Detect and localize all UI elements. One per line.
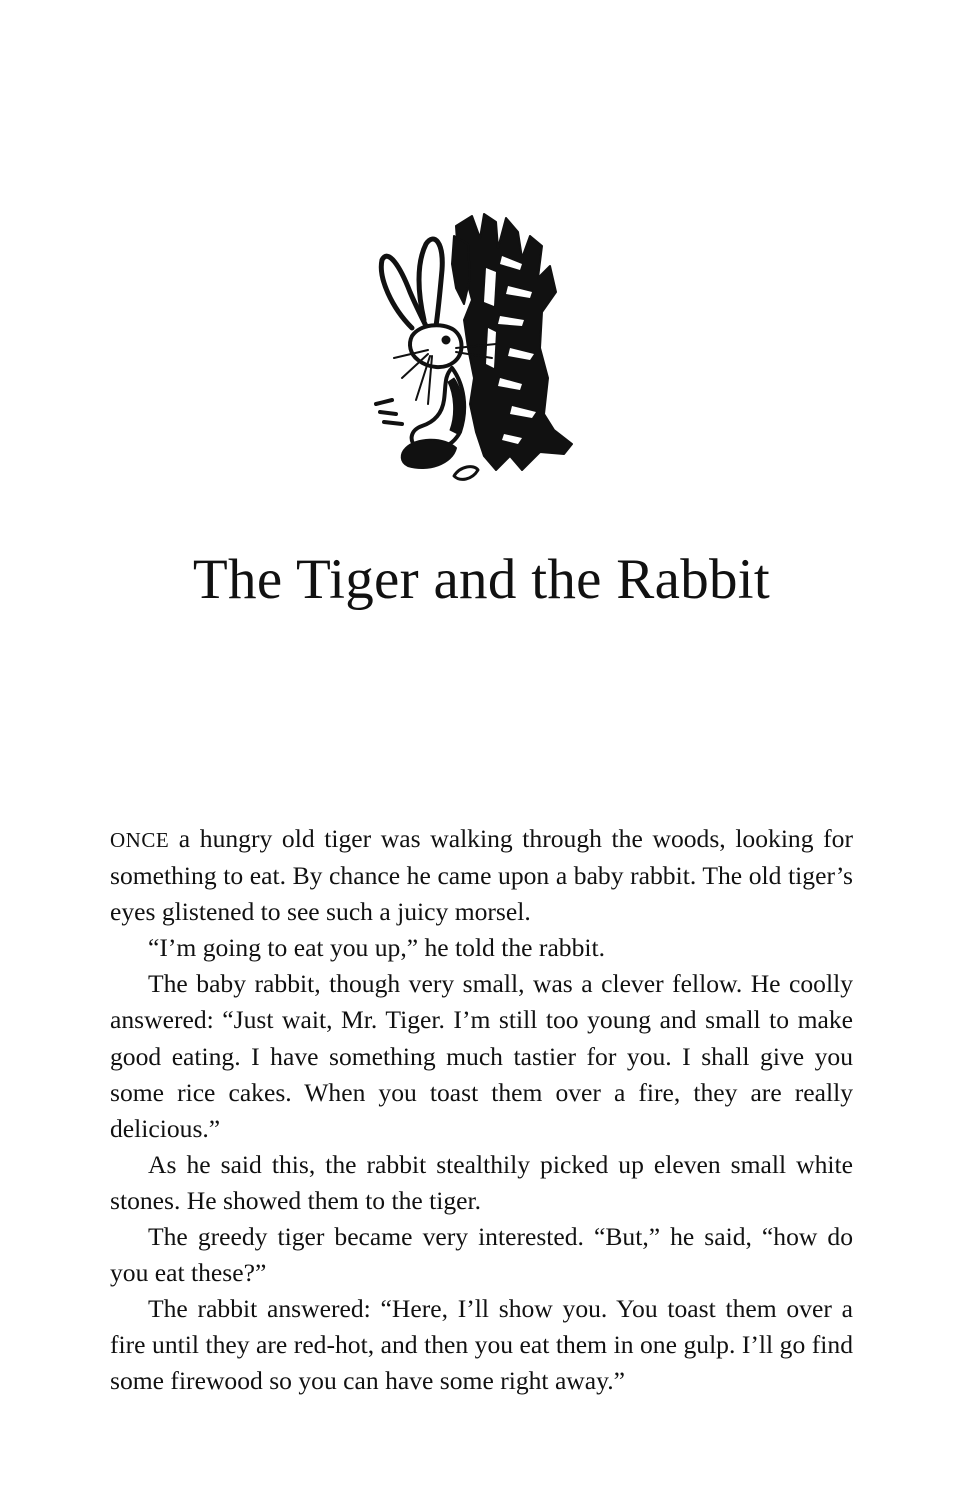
opening-word: ONCE	[110, 828, 170, 852]
rabbit-tree-illustration	[372, 208, 594, 484]
story-paragraph: “I’m going to eat you up,” he told the rabbit.	[148, 933, 606, 963]
story-body	[110, 821, 853, 1400]
paragraph-text: a hungry old tiger was walking through the woods, looking for something to eat. By chance he came upon a baby rabbit. The old tiger’s eyes glistened to see such a juicy morsel.	[110, 824, 853, 927]
story-paragraph: The baby rabbit, though very small, was a clever fellow. He coolly answered: “Just wait, Mr. Tiger. I’m still too young and small to make good eating. I have something much tastier for you. I shall give you some rice cakes. When you toast them over a fire, they are really delicious.”	[110, 969, 853, 1143]
rabbit-behind-tree-icon	[372, 208, 594, 484]
story-paragraph: The rabbit answered: “Here, I’ll show you. You toast them over a fire until they are red-hot, and then you eat them in one gulp. I’ll go find some firewood so you can have some right away.”	[110, 1294, 853, 1396]
story-paragraph	[110, 821, 853, 930]
story-paragraph: The greedy tiger became very interested. “But,” he said, “how do you eat these?”	[110, 1222, 853, 1288]
story-paragraph: As he said this, the rabbit stealthily picked up eleven small white stones. He showed them to the tiger.	[110, 1149, 853, 1215]
story-title: The Tiger and the Rabbit	[192, 548, 771, 611]
